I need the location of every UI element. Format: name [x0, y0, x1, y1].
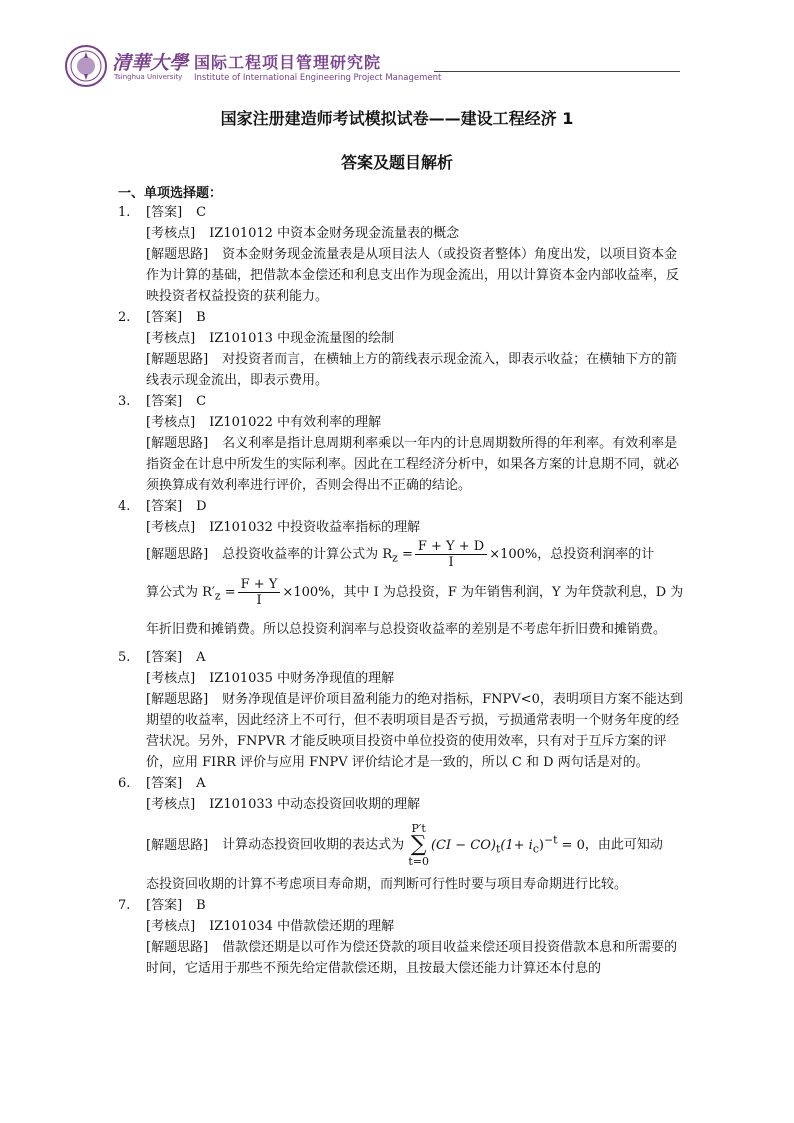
page-subtitle: 答案及题目解析 — [340, 153, 453, 172]
point-text: IZ101035 中财务净现值的理解 — [209, 671, 395, 687]
analysis-text: ，总投资利润率的计 — [537, 547, 655, 562]
answer-label: [答案] — [146, 898, 183, 914]
list-item — [118, 391, 688, 496]
point-label: [考核点] — [146, 797, 196, 813]
list-item — [118, 647, 688, 773]
analysis-text: 财务净现值是评价项目盈利能力的绝对指标，FNPV<0，表明项目方案不能达到期望的收益率，因此经济上不可行，但不表明项目是否亏损，亏损通常表明一个财务年度的经营状况。另外，FNPVR 才能反映项目投资中单位投资的使用效率，只有对于互斥方案的评价，应用 FIRR 评价与应用 FNPV 评价结论才是一致的，所以 C 和 D 两句话是对的。 — [146, 692, 683, 771]
point-text: IZ101034 中借款偿还期的理解 — [209, 919, 395, 935]
answer-label: [答案] — [146, 776, 183, 792]
list-item — [118, 496, 688, 647]
section-heading: 一、单项选择题： — [118, 186, 223, 201]
point-label: [考核点] — [146, 520, 196, 535]
item-number: 1. — [118, 205, 131, 220]
analysis-text: 态投资回收期的计算不考虑项目寿命期，而判断可行性时要与项目寿命期进行比较。 — [146, 877, 628, 893]
item-number: 4. — [118, 499, 131, 514]
point-text: IZ101012 中资本金财务现金流量表的概念 — [209, 226, 460, 241]
answer-value: C — [196, 205, 207, 220]
item-number: 2. — [118, 310, 131, 325]
analysis-text: 资本金财务现金流量表是从项目法人（或投资者整体）角度出发，以项目资本金作为计算的基础，把借款本金偿还和利息支出作为现金流出，用以计算资本金内部收益率，反映投资者权益投资的获利能力。 — [146, 247, 680, 304]
logo-en: Tsinghua University — [114, 73, 183, 81]
answer-value: B — [196, 310, 206, 325]
point-label: [考核点] — [146, 226, 196, 241]
point-label: [考核点] — [146, 671, 196, 687]
analysis-label: [解题思路] — [146, 547, 209, 562]
answer-list — [118, 202, 688, 979]
institute-name-en: Institute of International Engineering Project Management — [194, 73, 442, 83]
analysis-text: 借款偿还期是以可作为偿还贷款的项目收益来偿还项目投资借款本息和所需要的时间，它适用于那些不预先给定借款偿还期，且按最大偿还能力计算还本付息的 — [146, 940, 678, 977]
analysis-text: 名义利率是指计息周期利率乘以一年内的计息周期数所得的年利率。有效利率是指资金在计息中所发生的实际利率。因此在工程经济分析中，如果各方案的计息期不同，就必须换算成有效利率进行评价，否则会得出不正确的结论。 — [146, 436, 680, 493]
analysis-label: [解题思路] — [146, 837, 209, 853]
analysis-text: 总投资收益率的计算公式为 — [222, 547, 379, 562]
analysis-label: [解题思路] — [146, 436, 209, 451]
tsinghua-seal-icon — [64, 44, 108, 88]
formula-dynamic-payback: P′t ∑ $t=0(CI - CO)_t(1+ i_c)^{-t} = 0$ — [408, 822, 585, 869]
analysis-label: [解题思路] — [146, 247, 209, 262]
point-label: [考核点] — [146, 331, 196, 346]
answer-value: C — [196, 394, 207, 409]
analysis-label: [解题思路] — [146, 352, 209, 367]
formula-total-return: $R_z$ = $\frac{F + Y + D}{I}$ ×100% — [382, 539, 538, 570]
point-text: IZ101013 中现金流量图的绘制 — [209, 331, 395, 346]
page-title: 国家注册建造师考试模拟试卷——建设工程经济 1 — [220, 109, 574, 128]
analysis-label: [解题思路] — [146, 940, 209, 956]
institute-name-cn: 国际工程项目管理研究院 — [194, 53, 382, 72]
answer-value: D — [196, 499, 207, 514]
analysis-text: ，由此可知动 — [584, 837, 663, 853]
point-label: [考核点] — [146, 919, 196, 935]
item-number: 3. — [118, 394, 131, 409]
page-header — [64, 42, 680, 92]
header-divider — [434, 71, 680, 72]
answer-value: A — [196, 776, 206, 792]
list-item — [118, 307, 688, 391]
analysis-text: 计算动态投资回收期的表达式为 — [222, 837, 405, 853]
answer-value: A — [196, 650, 206, 666]
answer-label: [答案] — [146, 499, 183, 514]
answer-label: [答案] — [146, 394, 183, 409]
point-label: [考核点] — [146, 415, 196, 430]
answer-label: [答案] — [146, 205, 183, 220]
answer-value: B — [196, 898, 206, 914]
analysis-text: 对投资者而言，在横轴上方的箭线表示现金流入，即表示收益；在横轴下方的箭线表示现金流出，即表示费用。 — [146, 352, 678, 388]
list-item — [118, 773, 688, 895]
point-text: IZ101022 中有效利率的理解 — [209, 415, 382, 430]
analysis-text: 算公式为 — [146, 584, 199, 600]
item-number: 6. — [118, 776, 131, 792]
item-number: 7. — [118, 898, 131, 914]
answer-label: [答案] — [146, 650, 183, 666]
formula-total-profit: $R'_z$ = $\frac{F + Y}{I}$ ×100% — [202, 576, 331, 608]
answer-label: [答案] — [146, 310, 183, 325]
item-number: 5. — [118, 650, 131, 666]
analysis-label: [解题思路] — [146, 692, 209, 708]
analysis-text: ，其中 I 为总投资，F 为年销售利润，Y 为年贷款利息，D 为年折旧费和摊销费。所以总投资利润率与总投资收益率的差别是不考虑年折旧费和摊销费。 — [146, 584, 684, 638]
point-text: IZ101032 中投资收益率指标的理解 — [209, 520, 421, 535]
logo-cn: 清華大學 — [112, 52, 189, 74]
point-text: IZ101033 中动态投资回收期的理解 — [209, 797, 421, 813]
list-item — [118, 895, 688, 979]
list-item — [118, 202, 688, 307]
